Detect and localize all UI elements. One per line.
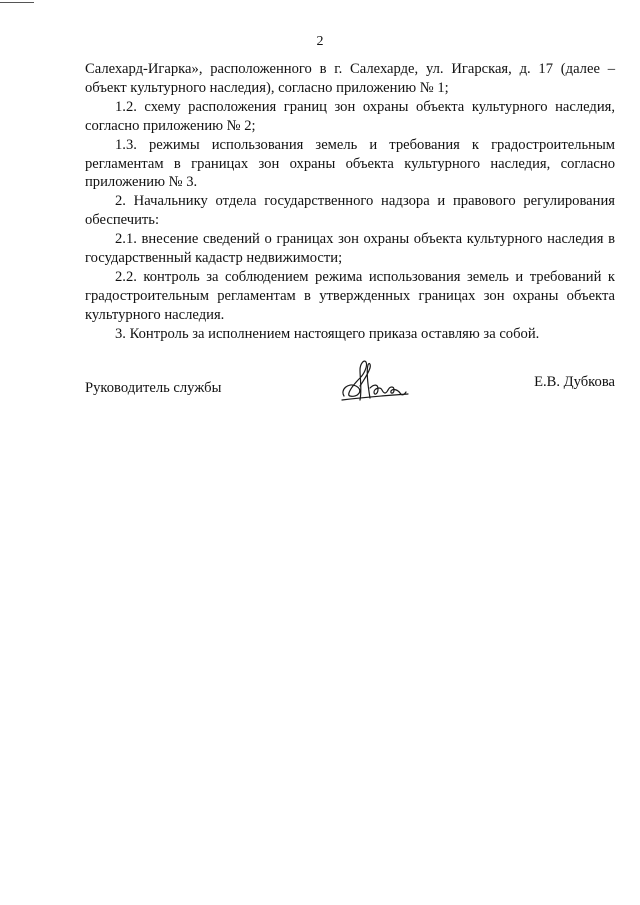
paragraph-2: 2. Начальнику отдела государственного надзора и правового регулирования обеспечить: bbox=[85, 193, 615, 229]
paragraph-3: 3. Контроль за исполнением настоящего приказа оставляю за собой. bbox=[115, 325, 540, 342]
signatory-name: Е.В. Дубкова bbox=[534, 374, 615, 390]
signatory-title: Руководитель службы bbox=[85, 380, 222, 396]
paragraph-2-2: 2.2. контроль за соблюдением режима использования земель и требований к градостроительным регламентам в утвержденных границах зон охраны объекта культурного наследия. bbox=[85, 268, 615, 323]
paragraph-1-3: 1.3. режимы использования земель и требования к градостроительным регламентам в границах зон охраны объекта культурного наследия, согласно приложению № 3. bbox=[85, 136, 615, 191]
handwritten-signature-icon bbox=[338, 356, 418, 404]
paragraph-1-2: 1.2. схему расположения границ зон охраны объекта культурного наследия, согласно приложению № 2; bbox=[85, 98, 615, 134]
paragraph-2-1: 2.1. внесение сведений о границах зон охраны объекта культурного наследия в государственный кадастр недвижимости; bbox=[85, 231, 615, 267]
corner-mark bbox=[0, 2, 34, 3]
document-body bbox=[85, 60, 615, 344]
page-number: 2 bbox=[316, 34, 324, 49]
paragraph-continuation: Салехард-Игарка», расположенного в г. Салехарде, ул. Игарская, д. 17 (далее – объект культурного наследия), согласно приложению № 1; bbox=[85, 61, 615, 96]
signature-block bbox=[85, 356, 615, 406]
